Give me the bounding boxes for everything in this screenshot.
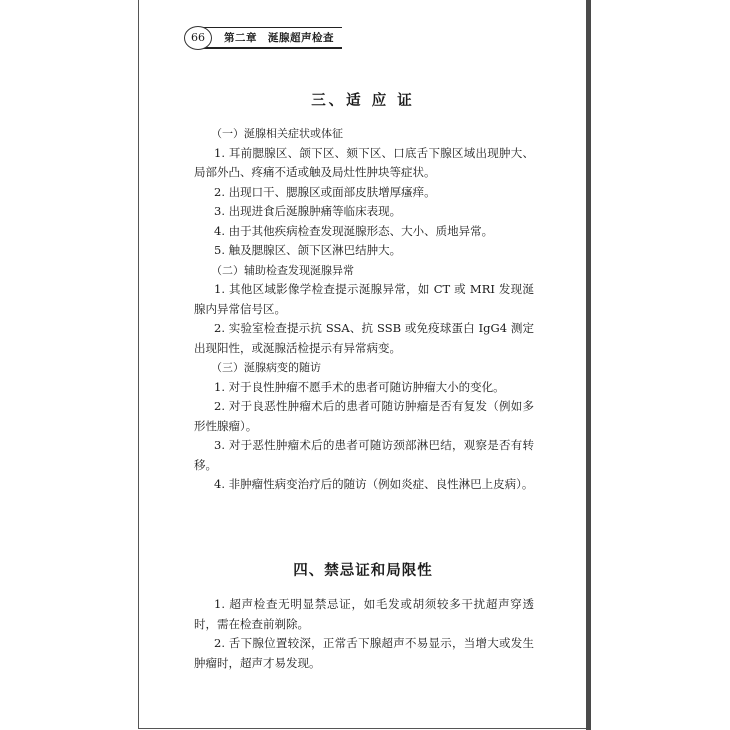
contraindications-content (194, 595, 534, 673)
list-item: 5. 触及腮腺区、颌下区淋巴结肿大。 (214, 243, 402, 257)
section-title-contraindications: 四、禁忌证和局限性 (293, 562, 433, 579)
list-item: 4. 由于其他疾病检查发现涎腺形态、大小、质地异常。 (214, 223, 494, 238)
running-header (184, 27, 342, 49)
list-item: 4. 非肿瘤性病变治疗后的随访（例如炎症、良性淋巴上皮病）。 (214, 477, 534, 491)
chapter-title: 第二章 涎腺超声检查 (224, 32, 334, 44)
list-item: 2. 出现口干、腮腺区或面部皮肤增厚瘙痒。 (214, 184, 436, 199)
indications-content (194, 124, 534, 495)
list-item: 1. 超声检查无明显禁忌证，如毛发或胡须较多干扰超声穿透时，需在检查前剃除。 (194, 597, 534, 631)
list-item: 1. 其他区域影像学检查提示涎腺异常，如 CT 或 MRI 发现涎腺内异常信号区。 (194, 282, 534, 316)
subheading-auxiliary-exam: （二）辅助检查发现涎腺异常 (211, 263, 354, 277)
book-page (138, 0, 587, 729)
header-rule-top (202, 27, 342, 28)
section-title-indications: 三、适 应 证 (311, 92, 415, 109)
list-item: 1. 对于良性肿瘤不愿手术的患者可随访肿瘤大小的变化。 (214, 379, 505, 394)
page-edge-shadow (586, 0, 591, 730)
header-rule-bottom (202, 47, 342, 49)
list-item: 2. 对于良恶性肿瘤术后的患者可随访肿瘤是否有复发（例如多形性腺瘤）。 (194, 399, 534, 433)
subheading-symptoms: （一）涎腺相关症状或体征 (211, 127, 343, 140)
list-item: 1. 耳前腮腺区、颌下区、颏下区、口底舌下腺区域出现肿大、局部外凸、疼痛不适或触及局灶性肿块等症状。 (194, 145, 534, 179)
subheading-follow-up: （三）涎腺病变的随访 (211, 361, 321, 374)
list-item: 3. 对于恶性肿瘤术后的患者可随访颈部淋巴结，观察是否有转移。 (194, 438, 534, 472)
page-number: 66 (184, 26, 212, 50)
list-item: 2. 舌下腺位置较深，正常舌下腺超声不易显示，当增大或发生肿瘤时，超声才易发现。 (194, 636, 534, 670)
list-item: 2. 实验室检查提示抗 SSA、抗 SSB 或免疫球蛋白 IgG4 测定出现阳性，或涎腺活检提示有异常病变。 (194, 321, 534, 355)
list-item: 3. 出现进食后涎腺肿痛等临床表现。 (214, 204, 402, 218)
